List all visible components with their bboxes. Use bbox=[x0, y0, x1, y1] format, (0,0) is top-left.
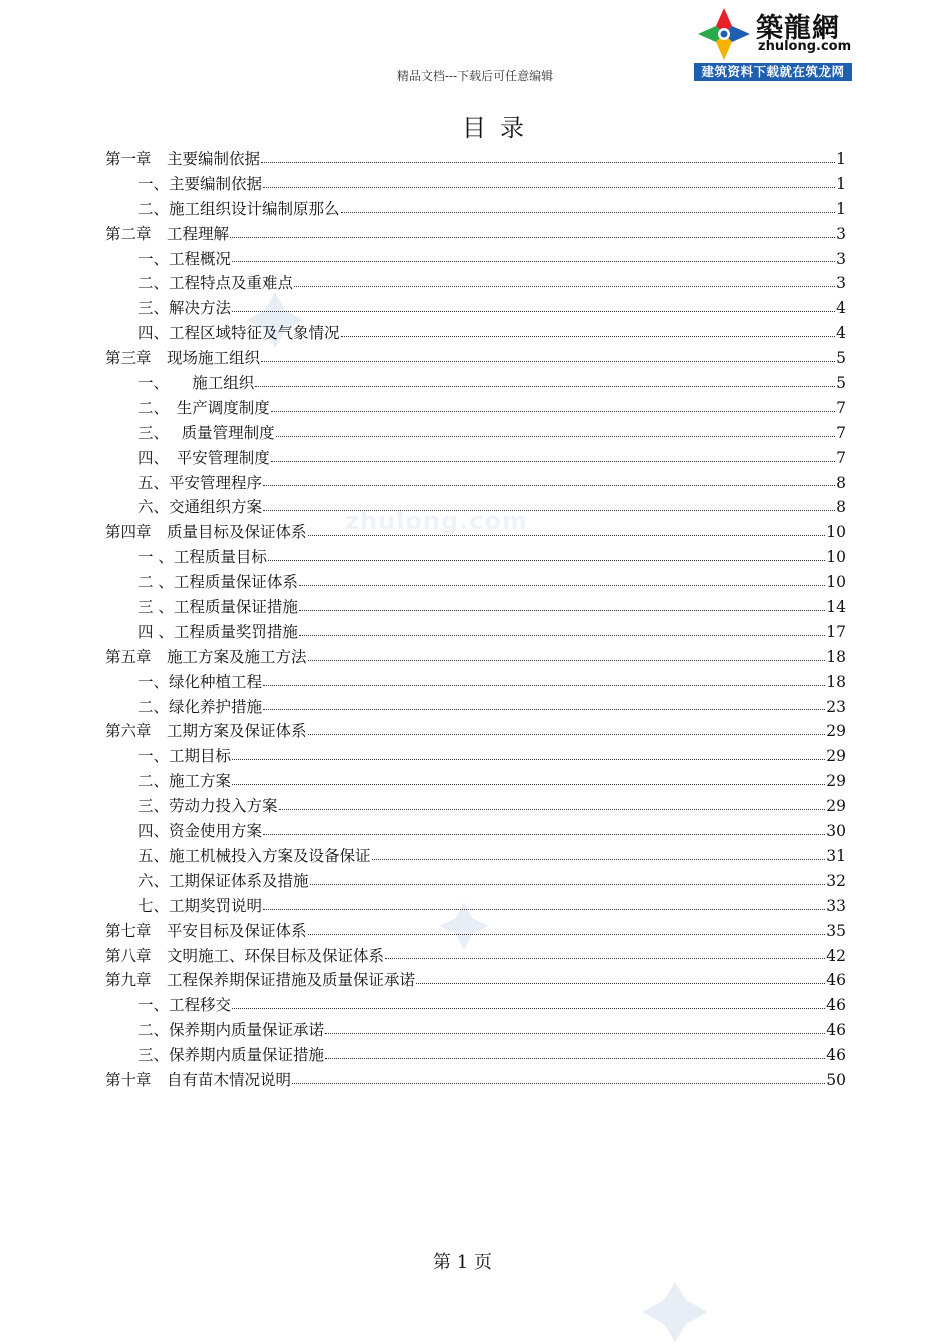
toc-dot-leader bbox=[263, 685, 825, 686]
toc-entry-label: 第二章 工程理解 bbox=[105, 224, 230, 243]
toc-entry-page-number: 8 bbox=[836, 498, 846, 517]
toc-chapter-entry[interactable] bbox=[105, 968, 846, 993]
toc-entry-page-number: 7 bbox=[836, 423, 846, 442]
toc-entry-label: 五、平安管理程序 bbox=[138, 473, 263, 492]
toc-dot-leader bbox=[263, 709, 825, 710]
toc-entry-page-number: 7 bbox=[836, 448, 846, 467]
toc-dot-leader bbox=[341, 336, 836, 337]
toc-entry-label: 四、工程区域特征及气象情况 bbox=[138, 324, 340, 343]
toc-dot-leader bbox=[325, 1033, 825, 1034]
toc-entry-page-number: 1 bbox=[836, 199, 846, 218]
toc-entry-page-number: 8 bbox=[836, 473, 846, 492]
toc-entry-label: 第五章 施工方案及施工方法 bbox=[105, 647, 307, 666]
toc-entry-label: 二 、工程质量保证体系 bbox=[138, 573, 298, 592]
toc-dot-leader bbox=[263, 510, 835, 511]
toc-entry-page-number: 23 bbox=[826, 697, 846, 716]
toc-entry-label: 第四章 质量目标及保证体系 bbox=[105, 523, 307, 542]
toc-entry-label: 第九章 工程保养期保证措施及质量保证承诺 bbox=[105, 971, 416, 990]
toc-chapter-entry[interactable] bbox=[105, 147, 846, 172]
toc-chapter-entry[interactable] bbox=[105, 222, 846, 247]
toc-entry-label: 五、施工机械投入方案及设备保证 bbox=[138, 846, 371, 865]
toc-chapter-entry[interactable] bbox=[105, 520, 846, 545]
toc-section-entry[interactable] bbox=[105, 197, 846, 222]
toc-dot-leader bbox=[325, 1058, 825, 1059]
toc-entry-label: 第八章 文明施工、环保目标及保证体系 bbox=[105, 946, 385, 965]
toc-entry-page-number: 35 bbox=[826, 921, 846, 940]
toc-section-entry[interactable] bbox=[105, 819, 846, 844]
toc-dot-leader bbox=[276, 436, 835, 437]
toc-entry-page-number: 3 bbox=[836, 249, 846, 268]
toc-entry-label: 一、主要编制依据 bbox=[138, 174, 263, 193]
toc-entry-label: 二、工程特点及重难点 bbox=[138, 274, 294, 293]
logo-domain: zhulong.com bbox=[758, 39, 852, 54]
toc-entry-label: 第十章 自有苗木情况说明 bbox=[105, 1070, 292, 1089]
toc-entry-page-number: 50 bbox=[826, 1070, 846, 1089]
toc-section-entry[interactable] bbox=[105, 321, 846, 346]
toc-dot-leader bbox=[232, 784, 825, 785]
toc-entry-page-number: 29 bbox=[826, 797, 846, 816]
toc-entry-label: 一、绿化种植工程 bbox=[138, 672, 263, 691]
toc-chapter-entry[interactable] bbox=[105, 1068, 846, 1093]
toc-entry-page-number: 42 bbox=[826, 946, 846, 965]
toc-dot-leader bbox=[299, 610, 825, 611]
toc-entry-label: 一、 施工组织 bbox=[138, 374, 255, 393]
toc-section-entry[interactable] bbox=[105, 744, 846, 769]
toc-dot-leader bbox=[299, 585, 825, 586]
table-of-contents bbox=[105, 147, 846, 1093]
logo-slogan: 建筑资料下载就在筑龙网 bbox=[694, 63, 852, 81]
toc-entry-page-number: 29 bbox=[826, 747, 846, 766]
toc-entry-label: 一 、工程质量目标 bbox=[138, 548, 267, 567]
toc-entry-label: 第三章 现场施工组织 bbox=[105, 349, 261, 368]
toc-dot-leader bbox=[294, 286, 835, 287]
watermark-text: zhulong.com bbox=[345, 507, 528, 535]
toc-section-entry[interactable] bbox=[105, 595, 846, 620]
toc-entry-page-number: 14 bbox=[826, 598, 846, 617]
toc-entry-label: 第七章 平安目标及保证体系 bbox=[105, 921, 307, 940]
toc-dot-leader bbox=[255, 386, 835, 387]
toc-section-entry[interactable] bbox=[105, 844, 846, 869]
toc-dot-leader bbox=[385, 958, 825, 959]
toc-entry-page-number: 5 bbox=[836, 374, 846, 393]
page-footer: 第 1 页 bbox=[433, 1252, 492, 1273]
toc-dot-leader bbox=[232, 759, 825, 760]
toc-dot-leader bbox=[292, 1083, 825, 1084]
toc-chapter-entry[interactable] bbox=[105, 719, 846, 744]
toc-dot-leader bbox=[232, 1008, 825, 1009]
toc-section-entry[interactable] bbox=[105, 570, 846, 595]
toc-dot-leader bbox=[279, 809, 826, 810]
toc-entry-page-number: 46 bbox=[826, 996, 846, 1015]
toc-section-entry[interactable] bbox=[105, 993, 846, 1018]
toc-section-entry[interactable] bbox=[105, 695, 846, 720]
toc-dot-leader bbox=[261, 361, 835, 362]
toc-entry-page-number: 46 bbox=[826, 1021, 846, 1040]
toc-entry-page-number: 5 bbox=[836, 349, 846, 368]
toc-entry-label: 三、保养期内质量保证措施 bbox=[138, 1046, 325, 1065]
toc-dot-leader bbox=[232, 261, 835, 262]
toc-entry-label: 一、工程移交 bbox=[138, 996, 232, 1015]
toc-entry-page-number: 32 bbox=[826, 871, 846, 890]
toc-entry-label: 一、工程概况 bbox=[138, 249, 232, 268]
toc-dot-leader bbox=[310, 884, 826, 885]
toc-entry-page-number: 3 bbox=[836, 224, 846, 243]
logo-chinese-name: 築龍網 bbox=[756, 13, 840, 44]
toc-section-entry[interactable] bbox=[105, 495, 846, 520]
toc-dot-leader bbox=[299, 635, 825, 636]
toc-entry-page-number: 30 bbox=[826, 822, 846, 841]
toc-entry-page-number: 10 bbox=[826, 523, 846, 542]
toc-entry-label: 二、施工组织设计编制原那么 bbox=[138, 199, 340, 218]
toc-section-entry[interactable] bbox=[105, 296, 846, 321]
toc-entry-page-number: 1 bbox=[836, 150, 846, 168]
toc-section-entry[interactable] bbox=[105, 769, 846, 794]
toc-dot-leader bbox=[232, 311, 835, 312]
toc-entry-page-number: 4 bbox=[836, 324, 846, 343]
header-note: 精品文档---下载后可任意编辑 bbox=[396, 69, 554, 83]
toc-entry-label: 二、绿化养护措施 bbox=[138, 697, 263, 716]
toc-section-entry[interactable] bbox=[105, 545, 846, 570]
toc-entry-page-number: 1 bbox=[836, 174, 846, 193]
toc-entry-label: 四 、工程质量奖罚措施 bbox=[138, 622, 298, 641]
toc-dot-leader bbox=[271, 461, 835, 462]
toc-section-entry[interactable] bbox=[105, 894, 846, 919]
toc-entry-label: 三、解决方法 bbox=[138, 299, 232, 318]
toc-section-entry[interactable] bbox=[105, 869, 846, 894]
toc-entry-label: 第一章 主要编制依据 bbox=[105, 150, 261, 168]
toc-chapter-entry[interactable] bbox=[105, 346, 846, 371]
toc-entry-label: 二、 生产调度制度 bbox=[138, 398, 270, 417]
toc-chapter-entry[interactable] bbox=[105, 919, 846, 944]
toc-section-entry[interactable] bbox=[105, 396, 846, 421]
toc-entry-label: 三 、工程质量保证措施 bbox=[138, 598, 298, 617]
toc-section-entry[interactable] bbox=[105, 620, 846, 645]
toc-section-entry[interactable] bbox=[105, 670, 846, 695]
toc-section-entry[interactable] bbox=[105, 371, 846, 396]
toc-entry-page-number: 33 bbox=[826, 896, 846, 915]
toc-section-entry[interactable] bbox=[105, 247, 846, 272]
toc-chapter-entry[interactable] bbox=[105, 645, 846, 670]
toc-entry-page-number: 4 bbox=[836, 299, 846, 318]
toc-entry-label: 六、工期保证体系及措施 bbox=[138, 871, 309, 890]
toc-dot-leader bbox=[416, 983, 825, 984]
toc-dot-leader bbox=[308, 734, 826, 735]
toc-entry-label: 七、工期奖罚说明 bbox=[138, 896, 263, 915]
toc-section-entry[interactable] bbox=[105, 271, 846, 296]
toc-entry-label: 第六章 工期方案及保证体系 bbox=[105, 722, 307, 741]
toc-section-entry[interactable] bbox=[105, 1043, 846, 1068]
toc-dot-leader bbox=[230, 237, 835, 238]
toc-section-entry[interactable] bbox=[105, 471, 846, 496]
toc-entry-page-number: 17 bbox=[826, 622, 846, 641]
toc-dot-leader bbox=[308, 934, 826, 935]
toc-entry-page-number: 3 bbox=[836, 274, 846, 293]
toc-entry-label: 一、工期目标 bbox=[138, 747, 232, 766]
toc-dot-leader bbox=[308, 535, 826, 536]
toc-section-entry[interactable] bbox=[105, 794, 846, 819]
toc-entry-label: 四、资金使用方案 bbox=[138, 822, 263, 841]
toc-entry-label: 三、劳动力投入方案 bbox=[138, 797, 278, 816]
toc-entry-page-number: 18 bbox=[826, 647, 846, 666]
toc-section-entry[interactable] bbox=[105, 446, 846, 471]
toc-dot-leader bbox=[261, 162, 835, 163]
watermark-snowflake-icon bbox=[640, 1280, 710, 1344]
toc-entry-label: 三、 质量管理制度 bbox=[138, 423, 275, 442]
toc-section-entry[interactable] bbox=[105, 421, 846, 446]
toc-dot-leader bbox=[263, 834, 825, 835]
toc-entry-label: 六、交通组织方案 bbox=[138, 498, 263, 517]
toc-entry-page-number: 10 bbox=[826, 573, 846, 592]
toc-entry-label: 二、施工方案 bbox=[138, 772, 232, 791]
toc-dot-leader bbox=[308, 660, 826, 661]
toc-entry-page-number: 46 bbox=[826, 971, 846, 990]
toc-dot-leader bbox=[263, 485, 835, 486]
toc-entry-page-number: 10 bbox=[826, 548, 846, 567]
toc-entry-page-number: 46 bbox=[826, 1046, 846, 1065]
toc-entry-label: 四、 平安管理制度 bbox=[138, 448, 270, 467]
toc-entry-page-number: 29 bbox=[826, 772, 846, 791]
toc-title: 目录 bbox=[462, 114, 538, 142]
toc-dot-leader bbox=[341, 212, 836, 213]
toc-dot-leader bbox=[263, 909, 825, 910]
toc-chapter-entry[interactable] bbox=[105, 944, 846, 969]
toc-dot-leader bbox=[271, 411, 835, 412]
toc-entry-page-number: 18 bbox=[826, 672, 846, 691]
toc-dot-leader bbox=[268, 560, 825, 561]
toc-entry-label: 二、保养期内质量保证承诺 bbox=[138, 1021, 325, 1040]
toc-dot-leader bbox=[263, 187, 835, 188]
toc-dot-leader bbox=[372, 859, 826, 860]
toc-section-entry[interactable] bbox=[105, 172, 846, 197]
toc-entry-page-number: 31 bbox=[826, 846, 846, 865]
toc-section-entry[interactable] bbox=[105, 1018, 846, 1043]
zhulong-logo-icon bbox=[696, 6, 752, 62]
toc-entry-page-number: 7 bbox=[836, 398, 846, 417]
toc-entry-page-number: 29 bbox=[826, 722, 846, 741]
